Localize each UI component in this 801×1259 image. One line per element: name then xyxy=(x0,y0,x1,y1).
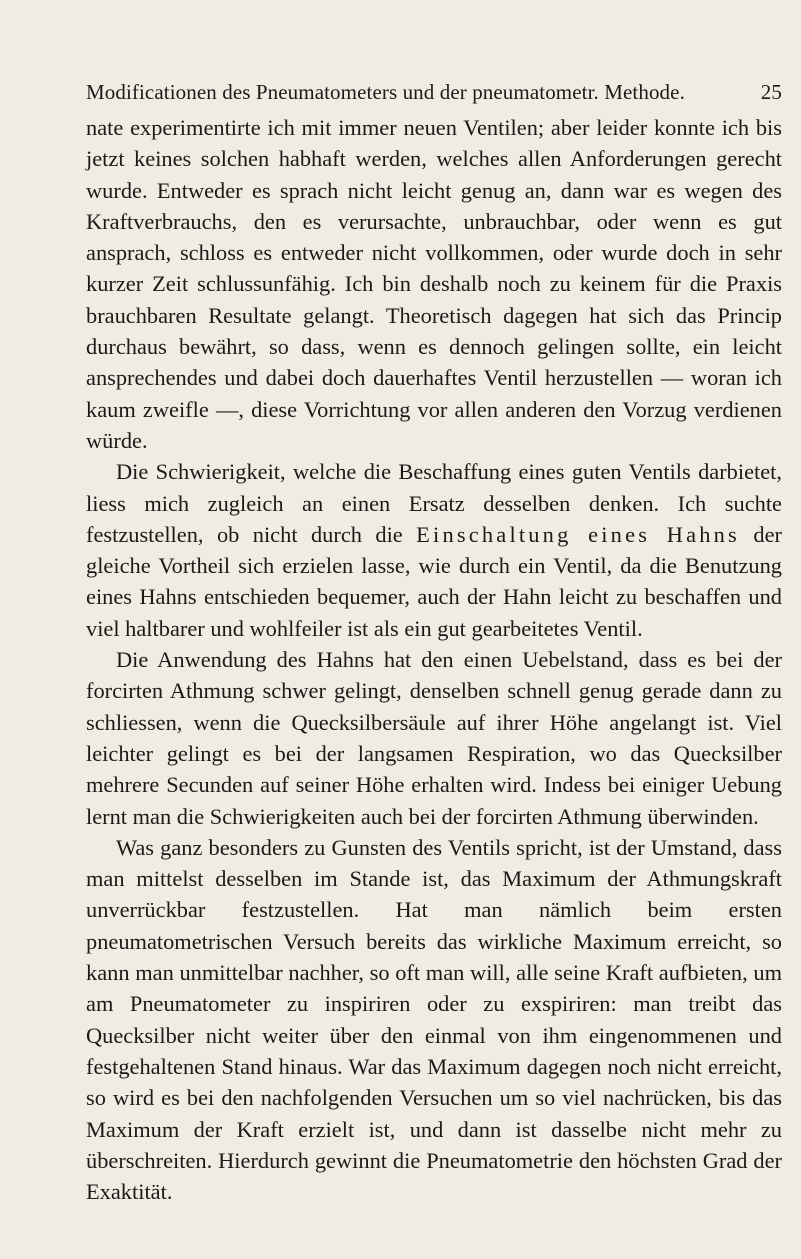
body-text xyxy=(86,112,782,1207)
paragraph-4: Was ganz besonders zu Gunsten des Ventils spricht, ist der Umstand, dass man mittelst desselben im Stande ist, das Maximum der Athmungskraft unverrückbar festzustellen. Hat man nämlich beim ersten pneumatometrischen Versuch bereits das wirkliche Maximum erreicht, so kann man unmittelbar nachher, so oft man will, alle seine Kraft aufbieten, um am Pneumatometer zu inspiriren oder zu exspiriren: man treibt das Quecksilber nicht weiter über den einmal von ihm eingenommenen und festgehaltenen Stand hinaus. War das Maximum dagegen noch nicht erreicht, so wird es bei den nachfolgenden Versuchen um so viel nachrücken, bis das Maximum der Kraft erzielt ist, und dann ist dasselbe nicht mehr zu überschreiten. Hierdurch gewinnt die Pneumatometrie den höchsten Grad der Exaktität. xyxy=(86,834,782,1205)
running-header xyxy=(86,80,782,105)
paragraph-2-text-after: der gleiche Vortheil sich erzielen lasse, wie durch ein Ventil, da die Benutzung eines Hahns entschieden bequemer, auch der Hahn leicht zu beschaffen und viel haltbarer und wohlfeiler ist als ein gut gearbeitetes Ventil. xyxy=(86,521,782,641)
paragraph-3: Die Anwendung des Hahns hat den einen Uebelstand, dass es bei der forcirten Athmung schwer gelingt, denselben schnell genug gerade dann zu schliessen, wenn die Quecksilbersäule auf ihrer Höhe angelangt ist. Viel leichter gelingt es bei der langsamen Respiration, wo das Quecksilber mehrere Secunden auf seiner Höhe erhalten wird. Indess bei einiger Uebung lernt man die Schwierigkeiten auch bei der forcirten Athmung überwinden. xyxy=(86,647,782,829)
paragraph-2 xyxy=(86,456,782,644)
running-title: Modificationen des Pneumatometers und der pneumatometr. Methode. xyxy=(86,80,685,104)
paragraph-1: nate experimentirte ich mit immer neuen Ventilen; aber leider konnte ich bis jetzt keines solchen habhaft werden, welches allen Anforderungen gerecht wurde. Entweder es sprach nicht leicht genug an, dann war es wegen des Kraftverbrauchs, den es verursachte, unbrauchbar, oder wenn es gut ansprach, schloss es entweder nicht vollkommen, oder wurde doch in sehr kurzer Zeit schlussunfähig. Ich bin deshalb noch zu keinem für die Praxis brauchbaren Resultate gelangt. Theoretisch dagegen hat sich das Princip durchaus bewährt, so dass, wenn es dennoch gelingen sollte, ein leicht ansprechendes und dabei doch dauerhaftes Ventil herzustellen — woran ich kaum zweifle —, diese Vorrichtung vor allen anderen den Vorzug verdienen würde. xyxy=(86,115,782,453)
paragraph-2-text-before: Die Schwierigkeit, welche die Beschaffung eines guten Ventils darbietet, liess mich zugleich an einen Ersatz desselben denken. Ich suchte festzustellen, ob nicht durch die xyxy=(86,459,782,547)
page-number: 25 xyxy=(760,80,782,104)
paragraph-2-spaced-emphasis: Einschaltung eines Hahns xyxy=(416,521,740,547)
